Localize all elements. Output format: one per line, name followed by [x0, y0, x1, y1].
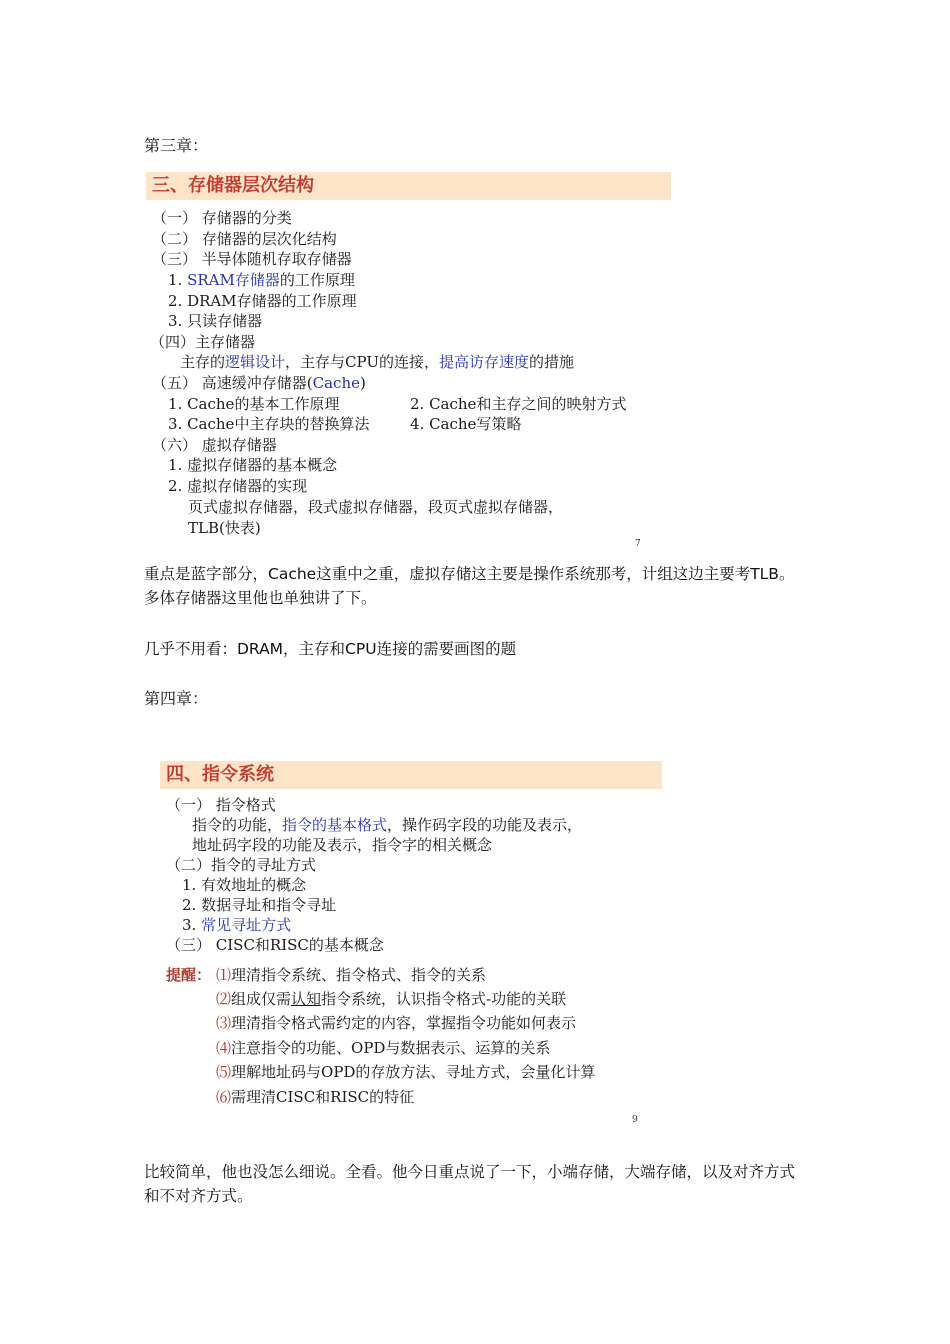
slide3-line: 4. Cache写策略: [410, 415, 522, 433]
tip-item: ⑸理解地址码与OPD的存放方法、寻址方式，会量化计算: [216, 1063, 596, 1081]
slide3-line: （三） 半导体随机存取存储器: [152, 250, 352, 268]
slide-chapter4: [160, 761, 670, 1131]
slide4-line: （一） 指令格式: [166, 796, 276, 814]
tip-item: ⑵组成仅需认知指令系统，认识指令格式-功能的关联: [216, 990, 567, 1008]
slide3-line: 3. 只读存储器: [168, 312, 263, 330]
slide3-title: 三、存储器层次结构: [152, 175, 314, 196]
note-paragraph: 重点是蓝字部分，Cache这重中之重，虚拟存储这主要是操作系统那考，计组这边主要考TLB。多体存储器这里他也单独讲了下。: [144, 565, 795, 607]
slide3-line: （五） 高速缓冲存储器(Cache): [152, 374, 366, 392]
underlined-recognize: 认知: [291, 990, 322, 1008]
slide3-banner: [146, 172, 671, 200]
slide3-page-number: 7: [635, 539, 641, 549]
slide3-line: 2. 虚拟存储器的实现: [168, 477, 308, 495]
chapter3-heading: 第三章：: [144, 136, 209, 155]
slide3-line: 1. 虚拟存储器的基本概念: [168, 456, 338, 474]
tip-item: ⑷注意指令的功能、OPD与数据表示、运算的关系: [216, 1039, 551, 1057]
slide4-line: 3. 常见寻址方式: [182, 916, 292, 934]
tip-label: 提醒：: [166, 966, 212, 984]
slide3-line: TLB(快表): [188, 519, 261, 537]
slide3-line: 页式虚拟存储器，段式虚拟存储器，段页式虚拟存储器，: [188, 498, 564, 516]
slide3-line: 2. Cache和主存之间的映射方式: [410, 395, 627, 413]
slide3-line: 2. DRAM存储器的工作原理: [168, 292, 357, 310]
slide3-line: 主存的逻辑设计，主存与CPU的连接，提高访存速度的措施: [180, 353, 575, 371]
highlight-access-speed: 提高访存速度: [438, 353, 529, 371]
tip-item: ⑴理清指令系统、指令格式、指令的关系: [216, 966, 487, 984]
highlight-addressing-modes: 常见寻址方式: [201, 916, 292, 934]
slide4-line: 指令的功能，指令的基本格式，操作码字段的功能及表示，: [192, 816, 583, 834]
note-paragraph: 几乎不用看：DRAM，主存和CPU连接的需要画图的题: [144, 640, 517, 658]
slide4-banner: [160, 761, 662, 789]
slide4-title: 四、指令系统: [166, 764, 274, 785]
slide3-line: （一） 存储器的分类: [152, 209, 292, 227]
slide4-line: 地址码字段的功能及表示，指令字的相关概念: [192, 836, 493, 854]
slide4-line: （三） CISC和RISC的基本概念: [166, 936, 384, 954]
slide3-line: 3. Cache中主存块的替换算法: [168, 415, 370, 433]
slide4-page-number: 9: [632, 1115, 638, 1125]
slide3-line: （二） 存储器的层次化结构: [152, 230, 337, 248]
note-paragraph: 比较简单，他也没怎么细说。全看。他今日重点说了一下，小端存储，大端存储，以及对齐方式和不对齐方式。: [144, 1163, 796, 1205]
slide3-line: （四）主存储器: [150, 333, 256, 351]
tip-item: ⑶理清指令格式需约定的内容，掌握指令功能如何表示: [216, 1014, 577, 1032]
highlight-cache: Cache: [312, 374, 360, 392]
highlight-basic-format: 指令的基本格式: [282, 816, 388, 834]
slide4-line: 1. 有效地址的概念: [182, 876, 307, 894]
slide3-line: 1. SRAM存储器的工作原理: [168, 271, 355, 289]
slide3-line: 1. Cache的基本工作原理: [168, 395, 340, 413]
tip-item: ⑹需理清CISC和RISC的特征: [216, 1088, 415, 1106]
slide3-line: （六） 虚拟存储器: [152, 436, 277, 454]
slide4-line: 2. 数据寻址和指令寻址: [182, 896, 337, 914]
chapter4-heading: 第四章：: [144, 689, 209, 708]
highlight-logic-design: 逻辑设计: [225, 353, 286, 371]
highlight-sram: SRAM存储器: [187, 271, 280, 289]
slide4-line: （二）指令的寻址方式: [166, 856, 317, 874]
slide-chapter3: [146, 172, 676, 552]
